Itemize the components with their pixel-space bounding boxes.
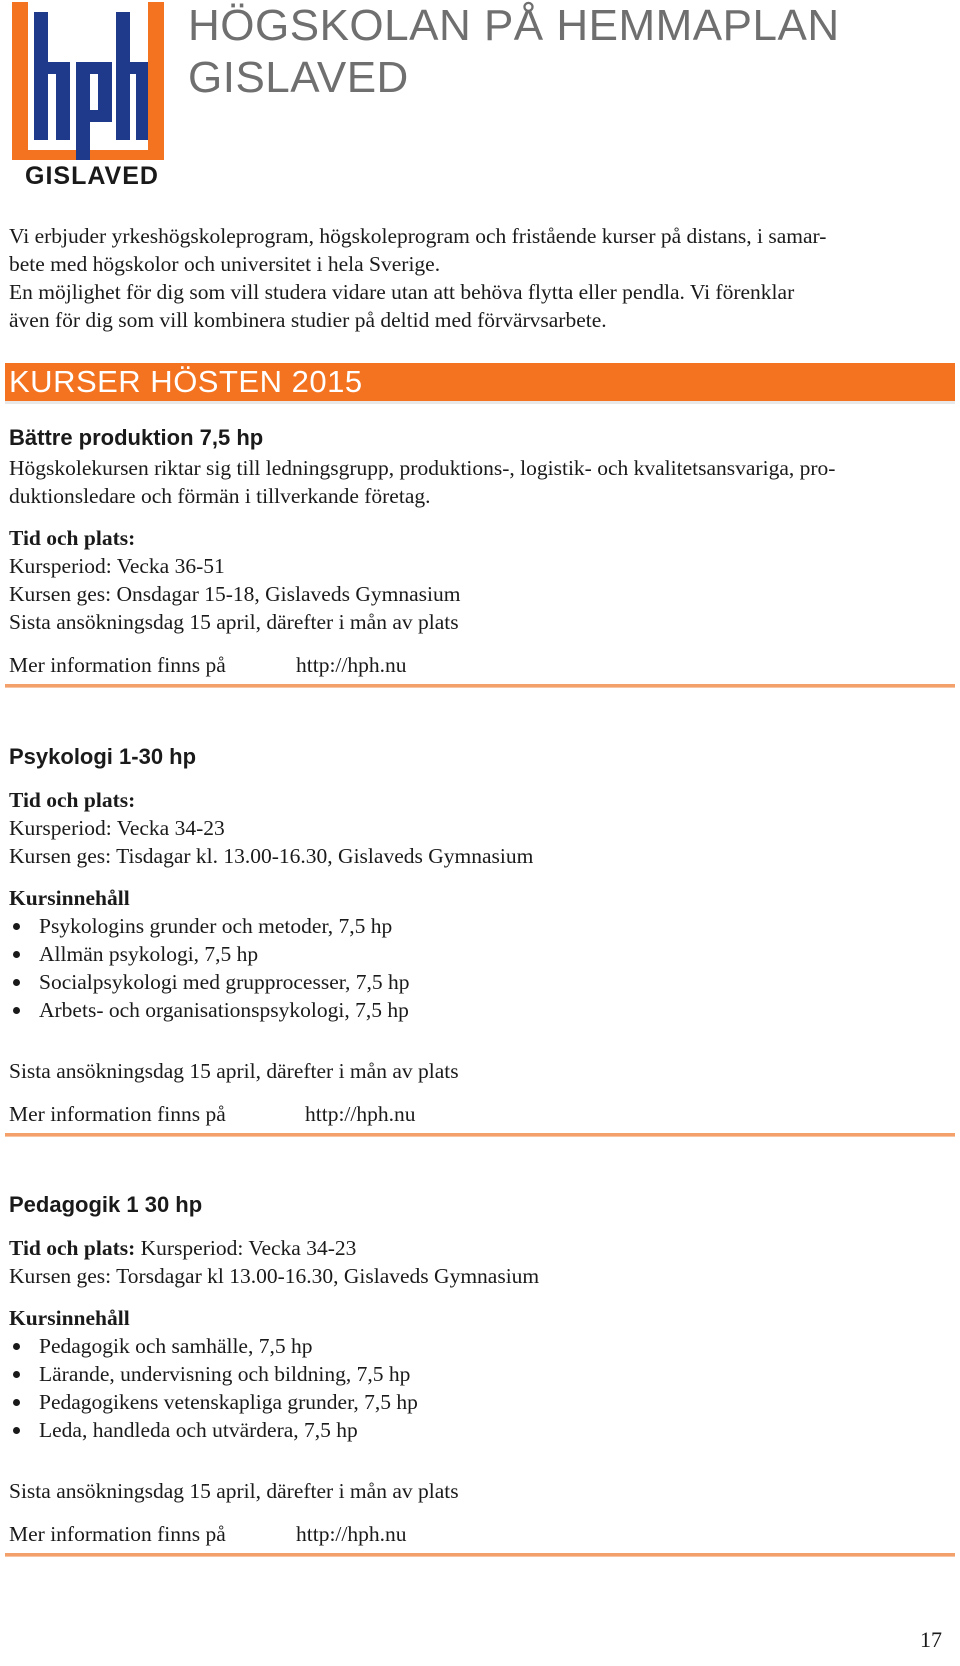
- list-item: Psykologins grunder och metoder, 7,5 hp: [9, 912, 410, 940]
- course-schedule: Kursen ges: Onsdagar 15-18, Gislaveds Gymnasium: [9, 582, 461, 606]
- intro-paragraph: [9, 222, 949, 334]
- banner-title: KURSER HÖSTEN 2015: [9, 364, 363, 399]
- course-schedule: Kursen ges: Torsdagar kl 13.00-16.30, Gislaveds Gymnasium: [9, 1264, 540, 1288]
- more-info: [9, 651, 407, 679]
- list-item: Arbets- och organisationspsykologi, 7,5 hp: [9, 996, 410, 1024]
- section-divider: [5, 1133, 955, 1137]
- course-title-battre-produktion: Bättre produktion 7,5 hp: [9, 425, 264, 450]
- logo-subtext: GISLAVED: [25, 162, 159, 188]
- title-line-1: HÖGSKOLAN PÅ HEMMAPLAN: [188, 1, 840, 50]
- application-deadline: Sista ansökningsdag 15 april, därefter i mån av plats: [9, 1479, 459, 1503]
- section-banner: [5, 363, 955, 404]
- list-item: Lärande, undervisning och bildning, 7,5 hp: [9, 1360, 418, 1388]
- course-schedule: Kursen ges: Tisdagar kl. 13.00-16.30, Gislaveds Gymnasium: [9, 844, 534, 868]
- course-content-label: Kursinnehåll: [9, 886, 130, 910]
- more-info-link[interactable]: http://hph.nu: [296, 653, 407, 677]
- time-place-label: Tid och plats:: [9, 1236, 141, 1260]
- more-info-label: Mer information finns på: [9, 653, 226, 677]
- intro-line: En möjlighet för dig som vill studera vidare utan att behöva flytta eller pendla. Vi förenklar: [9, 280, 795, 304]
- intro-line: bete med högskolor och universitet i hela Sverige.: [9, 252, 441, 276]
- more-info-link[interactable]: http://hph.nu: [296, 1522, 407, 1546]
- time-place-label: Tid och plats:: [9, 526, 136, 550]
- description-line: Högskolekursen riktar sig till ledningsgrupp, produktions-, logistik- och kvalitetsansvariga, pro-: [9, 456, 836, 480]
- title-line-2: GISLAVED: [188, 53, 409, 102]
- more-info-label: Mer information finns på: [9, 1102, 226, 1126]
- application-deadline: Sista ansökningsdag 15 april, därefter i mån av plats: [9, 1059, 459, 1083]
- course-title-pedagogik: Pedagogik 1 30 hp: [9, 1192, 203, 1217]
- list-item: Socialpsykologi med grupprocesser, 7,5 hp: [9, 968, 410, 996]
- time-place-label: Tid och plats:: [9, 788, 136, 812]
- list-item: Leda, handleda och utvärdera, 7,5 hp: [9, 1416, 418, 1444]
- more-info-link[interactable]: http://hph.nu: [305, 1102, 416, 1126]
- more-info: [9, 1100, 416, 1128]
- organization-title: [188, 0, 948, 104]
- intro-line: även för dig som vill kombinera studier på deltid med förvärvsarbete.: [9, 308, 607, 332]
- course-period: Kursperiod: Vecka 36-51: [9, 554, 225, 578]
- course-period: Kursperiod: Vecka 34-23: [140, 1236, 357, 1260]
- list-item: Pedagogikens vetenskapliga grunder, 7,5 hp: [9, 1388, 418, 1416]
- description-line: duktionsledare och förmän i tillverkande företag.: [9, 484, 431, 508]
- section-divider: [5, 1553, 955, 1557]
- course-content-list: [9, 1332, 418, 1444]
- application-deadline: Sista ansökningsdag 15 april, därefter i mån av plats: [9, 610, 459, 634]
- section-divider: [5, 684, 955, 688]
- more-info-label: Mer information finns på: [9, 1522, 226, 1546]
- hph-logo-graphic: [12, 2, 172, 188]
- intro-line: Vi erbjuder yrkeshögskoleprogram, högskoleprogram och fristående kurser på distans, i samar-: [9, 224, 827, 248]
- course-content-list: [9, 912, 410, 1024]
- course-description: [9, 454, 954, 510]
- course-content-label: Kursinnehåll: [9, 1306, 130, 1330]
- course-title-psykologi: Psykologi 1-30 hp: [9, 744, 197, 769]
- course-period: Kursperiod: Vecka 34-23: [9, 816, 225, 840]
- more-info: [9, 1520, 407, 1548]
- time-place-row: [9, 1234, 356, 1262]
- list-item: Pedagogik och samhälle, 7,5 hp: [9, 1332, 418, 1360]
- hph-gislaved-logo: [12, 2, 172, 188]
- page-number: 17: [920, 1627, 942, 1652]
- list-item: Allmän psykologi, 7,5 hp: [9, 940, 410, 968]
